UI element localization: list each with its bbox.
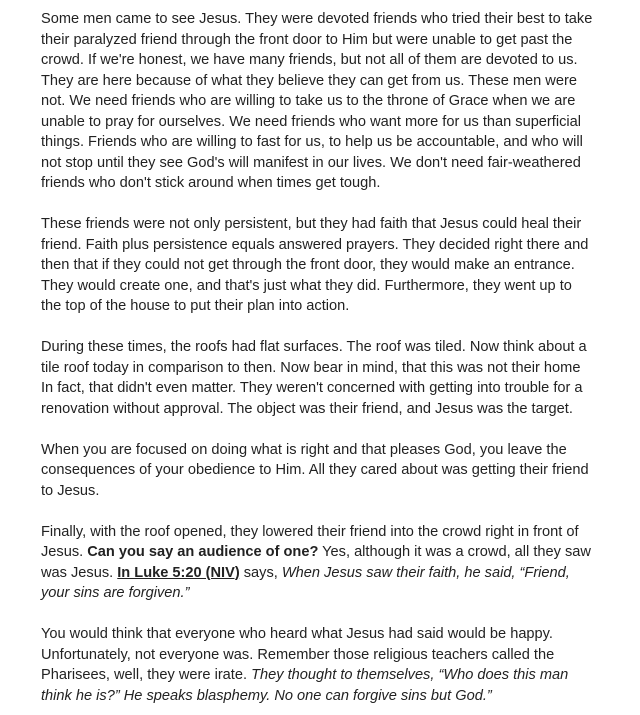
paragraph-5 — [41, 522, 596, 604]
audience-of-one-emphasis: Can you say an audience of one? — [87, 544, 319, 560]
luke-5-20-link[interactable]: In Luke 5:20 (NIV) — [117, 564, 240, 581]
paragraph-3: During these times, the roofs had flat surfaces. The roof was tiled. Now think about a tile roof today in comparison to then. Now bear in mind, that this was not their home In fact, that didn't even matter. They weren't concerned with getting into trouble for a renovation without approval. The object was their friend, and Jesus was the target. — [41, 339, 587, 417]
paragraph-5-text-1: Finally, with the roof opened, they lowered their friend into the crowd right in front of Jesus. — [41, 523, 579, 560]
paragraph-5-text-2: Yes, although it was a crowd, all they saw was Jesus. — [41, 544, 591, 581]
paragraph-4: When you are focused on doing what is right and that pleases God, you leave the consequences of your obedience to Him. All they cared about was getting their friend to Jesus. — [41, 441, 589, 499]
paragraph-6 — [41, 624, 596, 706]
scripture-quote: When Jesus saw their faith, he said, “Friend, your sins are forgiven.” — [41, 564, 570, 601]
paragraph-2: These friends were not only persistent, but they had faith that Jesus could heal their friend. Faith plus persistence equals answered prayers. They decided right there and then that if they could not get through the front door, they would make an entrance. They would create one, and that's just what they did. Furthermore, they went up to the top of the house to put their plan into action. — [41, 216, 589, 314]
paragraph-6-text-1: You would think that everyone who heard what Jesus had said would be happy. Unfortunately, not everyone was. Remember those religious teachers called the Pharisees, well, they were irate. — [41, 626, 555, 683]
pharisees-quote: They thought to themselves, “Who does this man think he is?” He speaks blasphemy. No one can forgive sins but God.” — [41, 667, 569, 704]
paragraph-5-text-3: says, — [239, 564, 282, 581]
paragraph-1: Some men came to see Jesus. They were devoted friends who tried their best to take their paralyzed friend through the front door to Him but were unable to get past the crowd. If we're honest, we have many friends, but not all of them are devoted to us. They are here because of what they believe they can get from us. These men were not. We need friends who are willing to take us to the throne of Grace when we are unable to pray for ourselves. We need friends who want more for us than superficial things. Friends who are willing to fast for us, to help us be accountable, and who will not stop until they see God's will manifest in our lives. We don't need fair-weathered friends who don't stick around when times get tough. — [41, 11, 593, 191]
